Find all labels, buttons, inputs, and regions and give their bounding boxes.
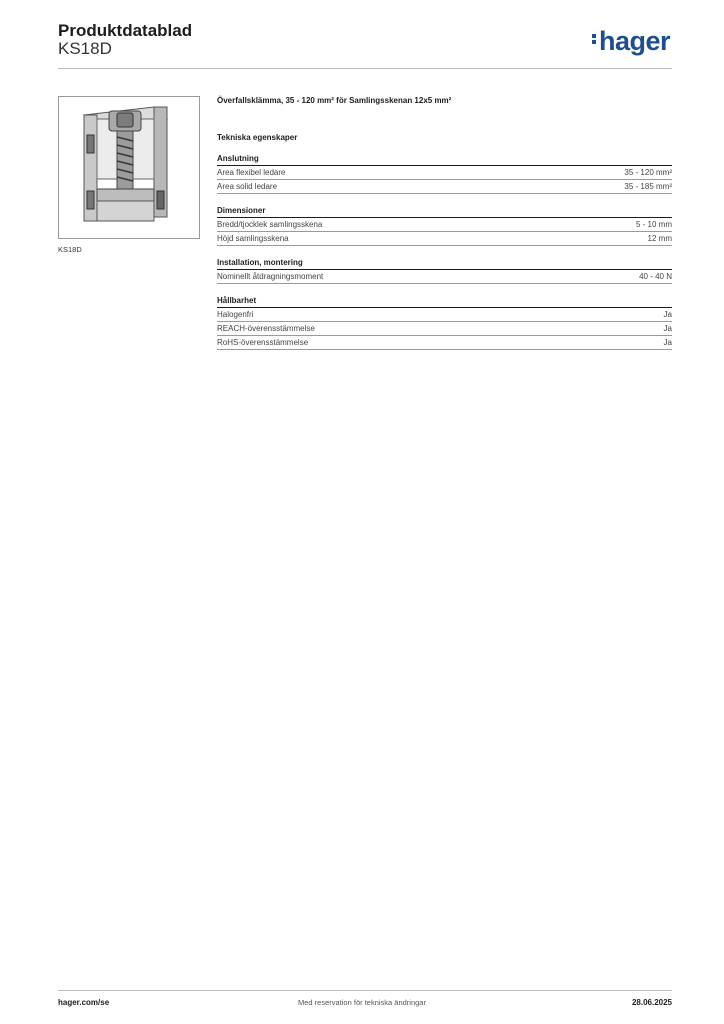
spec-row: [217, 336, 672, 350]
spec-value: 35 - 185 mm²: [624, 182, 672, 191]
spec-group: [217, 206, 672, 246]
spec-label: Area solid ledare: [217, 182, 278, 191]
tech-specs-heading: Tekniska egenskaper: [217, 133, 298, 142]
spec-group-title: Dimensioner: [217, 206, 672, 218]
logo-text: hager: [599, 26, 671, 56]
spec-value: Ja: [663, 324, 672, 333]
spec-row: [217, 270, 672, 284]
spec-content: [217, 96, 672, 350]
document-subtitle: KS18D: [58, 39, 112, 58]
spec-group-title: Anslutning: [217, 154, 672, 166]
spec-value: 5 - 10 mm: [635, 220, 672, 229]
product-image: [58, 96, 200, 239]
spec-label: RoHS-överensstämmelse: [217, 338, 309, 347]
spec-row: [217, 218, 672, 232]
document-title: Produktdatablad: [58, 21, 193, 40]
logo-dots-icon: [592, 32, 597, 46]
spec-group: [217, 296, 672, 350]
spec-group-title: Installation, montering: [217, 258, 672, 270]
product-description: Överfallsklämma, 35 - 120 mm² för Samlingsskenan 12x5 mm²: [217, 96, 452, 105]
spec-row: [217, 308, 672, 322]
spec-value: Ja: [663, 310, 672, 319]
spec-label: Höjd samlingsskena: [217, 234, 289, 243]
footer-date: 28.06.2025: [631, 998, 672, 1007]
spec-value: 35 - 120 mm²: [624, 168, 672, 177]
spec-label: Nominellt åtdragningsmoment: [217, 272, 324, 281]
spec-label: Area flexibel ledare: [217, 168, 286, 177]
spec-value: Ja: [663, 338, 672, 347]
spec-row: [217, 232, 672, 246]
spec-group: [217, 154, 672, 194]
spec-label: Halogenfri: [217, 310, 254, 319]
spec-label: REACH-överensstämmelse: [217, 324, 315, 333]
image-caption: KS18D: [58, 245, 82, 254]
spec-row: [217, 322, 672, 336]
spec-label: Bredd/tjocklek samlingsskena: [217, 220, 323, 229]
spec-row: [217, 180, 672, 194]
footer-website: hager.com/se: [58, 998, 110, 1007]
spec-value: 12 mm: [647, 234, 672, 243]
spec-value: 40 - 40 N: [639, 272, 672, 281]
spec-row: [217, 166, 672, 180]
terminal-clamp-icon: [59, 97, 199, 238]
spec-group-title: Hållbarhet: [217, 296, 672, 308]
footer-note: Med reservation för tekniska ändringar: [298, 998, 426, 1007]
spec-groups: [217, 154, 672, 350]
spec-group: [217, 258, 672, 284]
header-divider: [58, 68, 672, 69]
footer-divider: [58, 990, 672, 991]
hager-logo: [592, 26, 670, 57]
